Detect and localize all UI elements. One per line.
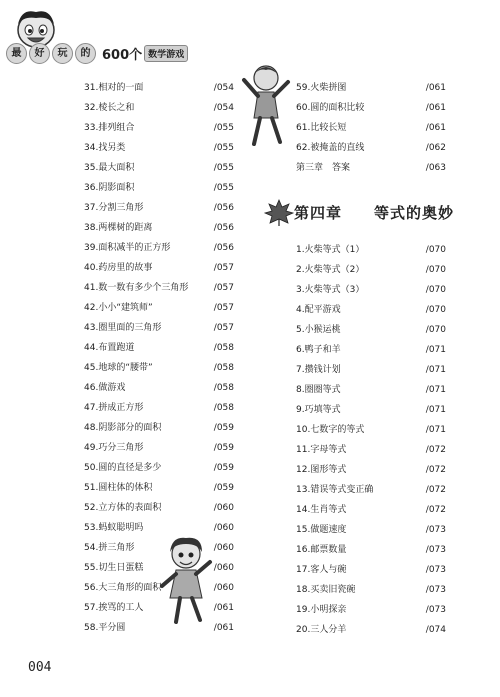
header-badge: 好 — [29, 43, 50, 64]
toc-entry — [84, 398, 234, 418]
toc-entry-page: /070 — [425, 265, 446, 275]
chapter-heading — [264, 196, 474, 232]
toc-entry-page: /055 — [213, 163, 234, 173]
toc-entry-title: 31.相对的一面 — [84, 83, 144, 93]
toc-entry — [84, 298, 234, 318]
toc-entry — [84, 458, 234, 478]
toc-entry-title: 33.排列组合 — [84, 123, 135, 133]
toc-entry-title: 62.被掩盖的直线 — [296, 143, 365, 153]
toc-entry-title: 60.圆的面积比较 — [296, 103, 365, 113]
toc-entry-title: 49.巧分三角形 — [84, 443, 144, 453]
toc-entry-page: /055 — [213, 183, 234, 193]
toc-entry-title: 39.面积减半的正方形 — [84, 243, 171, 253]
toc-right-bottom-column — [296, 240, 446, 640]
toc-entry — [84, 478, 234, 498]
toc-entry-title: 8.圈圈等式 — [296, 385, 341, 395]
toc-entry — [84, 118, 234, 138]
toc-entry — [296, 460, 446, 480]
toc-entry-page: /057 — [213, 283, 234, 293]
toc-entry — [296, 240, 446, 260]
toc-entry — [296, 580, 446, 600]
toc-entry-title: 46.做游戏 — [84, 383, 126, 393]
toc-entry — [296, 620, 446, 640]
toc-entry-title: 3.火柴等式（3） — [296, 285, 365, 295]
toc-entry-page: /062 — [425, 143, 446, 153]
toc-entry-page: /070 — [425, 305, 446, 315]
toc-entry — [296, 78, 446, 98]
toc-entry-page: /073 — [425, 545, 446, 555]
toc-entry-title: 47.拼成正方形 — [84, 403, 144, 413]
toc-entry — [296, 98, 446, 118]
toc-entry-page: /070 — [425, 285, 446, 295]
header-title — [6, 40, 188, 66]
toc-entry-title: 59.火柴拼图 — [296, 83, 347, 93]
toc-entry-title: 42.小小“建筑师” — [84, 303, 153, 313]
toc-entry-page: /071 — [425, 365, 446, 375]
toc-entry — [84, 178, 234, 198]
toc-entry-page: /061 — [213, 623, 234, 633]
toc-entry-page: /058 — [213, 403, 234, 413]
toc-entry-title: 16.邮票数量 — [296, 545, 347, 555]
toc-entry-page: /071 — [425, 345, 446, 355]
toc-entry-page: /059 — [213, 443, 234, 453]
toc-entry — [84, 218, 234, 238]
header-badge: 最 — [6, 43, 27, 64]
toc-entry-page: /072 — [425, 485, 446, 495]
toc-entry — [296, 560, 446, 580]
toc-entry — [84, 358, 234, 378]
toc-entry — [84, 498, 234, 518]
toc-entry-page: /059 — [213, 423, 234, 433]
toc-entry-page: /059 — [213, 463, 234, 473]
toc-entry-title: 35.最大面积 — [84, 163, 135, 173]
toc-entry-page: /055 — [213, 143, 234, 153]
toc-entry-title: 57.挨骂的工人 — [84, 603, 144, 613]
toc-entry-title: 2.火柴等式（2） — [296, 265, 365, 275]
toc-entry — [296, 260, 446, 280]
toc-entry — [296, 280, 446, 300]
toc-entry-title: 50.圆的直径是多少 — [84, 463, 162, 473]
toc-entry-page: /072 — [425, 505, 446, 515]
toc-entry-page: /073 — [425, 585, 446, 595]
toc-entry-page: /058 — [213, 343, 234, 353]
toc-entry-page: /072 — [425, 465, 446, 475]
toc-entry — [84, 338, 234, 358]
toc-entry-page: /074 — [425, 625, 446, 635]
toc-entry-page: /061 — [425, 123, 446, 133]
toc-entry — [296, 480, 446, 500]
toc-entry-title: 32.棱长之和 — [84, 103, 135, 113]
toc-entry-title: 58.平分圆 — [84, 623, 126, 633]
toc-entry-title: 14.生肖等式 — [296, 505, 347, 515]
toc-entry-title: 53.蚂蚁聪明吗 — [84, 523, 144, 533]
toc-entry-page: /073 — [425, 565, 446, 575]
toc-entry — [296, 158, 446, 178]
toc-entry-page: /056 — [213, 243, 234, 253]
toc-entry — [296, 440, 446, 460]
toc-entry-title: 10.七数字的等式 — [296, 425, 365, 435]
toc-entry — [84, 158, 234, 178]
toc-entry — [296, 540, 446, 560]
dancing-girl-icon — [156, 532, 216, 628]
toc-entry-title: 9.巧填等式 — [296, 405, 341, 415]
toc-entry-title: 4.配平游戏 — [296, 305, 341, 315]
toc-entry — [296, 520, 446, 540]
toc-entry-title: 18.买卖旧瓷碗 — [296, 585, 356, 595]
toc-entry-title: 51.圆柱体的体积 — [84, 483, 153, 493]
toc-entry-title: 54.拼三角形 — [84, 543, 135, 553]
toc-entry-title: 36.阴影面积 — [84, 183, 135, 193]
toc-entry-title: 48.阴影部分的面积 — [84, 423, 162, 433]
toc-entry — [296, 600, 446, 620]
toc-entry-title: 19.小明探亲 — [296, 605, 347, 615]
toc-entry — [84, 318, 234, 338]
toc-entry-page: /057 — [213, 303, 234, 313]
toc-entry-page: /054 — [213, 103, 234, 113]
toc-entry-page: /060 — [213, 583, 234, 593]
toc-entry-page: /073 — [425, 525, 446, 535]
toc-entry-page: /054 — [213, 83, 234, 93]
toc-entry — [296, 420, 446, 440]
toc-entry-page: /061 — [425, 83, 446, 93]
toc-entry — [84, 258, 234, 278]
toc-entry-page: /071 — [425, 385, 446, 395]
toc-entry-title: 第三章 答案 — [296, 163, 351, 173]
toc-entry-title: 52.立方体的表面积 — [84, 503, 162, 513]
toc-entry — [296, 118, 446, 138]
header-badge: 的 — [75, 43, 96, 64]
toc-entry — [84, 238, 234, 258]
toc-entry-title: 7.攒钱计划 — [296, 365, 341, 375]
toc-entry-title: 40.药房里的故事 — [84, 263, 153, 273]
toc-entry-title: 34.找另类 — [84, 143, 126, 153]
toc-entry-page: /057 — [213, 323, 234, 333]
header-count: 600个 — [102, 47, 143, 63]
toc-entry-page: /060 — [213, 543, 234, 553]
toc-entry-title: 13.错误等式变正确 — [296, 485, 374, 495]
toc-entry-title: 6.鸭子和羊 — [296, 345, 341, 355]
jumping-kid-icon — [240, 58, 292, 150]
toc-entry — [296, 340, 446, 360]
toc-entry-page: /071 — [425, 405, 446, 415]
toc-entry-title: 37.分割三角形 — [84, 203, 144, 213]
toc-entry-title: 38.两棵树的距离 — [84, 223, 153, 233]
header-tag: 数学游戏 — [144, 45, 188, 62]
toc-entry — [84, 418, 234, 438]
toc-entry — [296, 500, 446, 520]
toc-entry-title: 12.图形等式 — [296, 465, 347, 475]
toc-entry-page: /061 — [425, 103, 446, 113]
maple-leaf-icon — [264, 198, 294, 226]
toc-entry-page: /071 — [425, 425, 446, 435]
toc-entry-page: /060 — [213, 563, 234, 573]
toc-entry-title: 44.布置跑道 — [84, 343, 135, 353]
chapter-label: 第四章 — [294, 204, 343, 222]
toc-entry-title: 17.客人与碗 — [296, 565, 347, 575]
toc-entry-title: 15.做题速度 — [296, 525, 347, 535]
toc-entry-page: /073 — [425, 605, 446, 615]
toc-entry-page: /058 — [213, 363, 234, 373]
toc-entry-title: 11.字母等式 — [296, 445, 347, 455]
toc-entry — [84, 278, 234, 298]
toc-entry-title: 20.三人分羊 — [296, 625, 347, 635]
header-badge: 玩 — [52, 43, 73, 64]
toc-entry-page: /057 — [213, 263, 234, 273]
toc-entry — [296, 320, 446, 340]
toc-entry-title: 55.切生日蛋糕 — [84, 563, 144, 573]
toc-entry — [84, 78, 234, 98]
toc-entry-page: /060 — [213, 503, 234, 513]
toc-entry — [84, 198, 234, 218]
toc-entry-title: 61.比较长短 — [296, 123, 347, 133]
toc-entry-page: /059 — [213, 483, 234, 493]
toc-entry-page: /072 — [425, 445, 446, 455]
toc-entry-title: 1.火柴等式（1） — [296, 245, 365, 255]
toc-entry — [84, 138, 234, 158]
toc-entry-page: /056 — [213, 223, 234, 233]
toc-entry-page: /058 — [213, 383, 234, 393]
toc-entry-page: /060 — [213, 523, 234, 533]
toc-entry-title: 56.大三角形的面积 — [84, 583, 162, 593]
toc-entry — [296, 380, 446, 400]
toc-entry-page: /056 — [213, 203, 234, 213]
toc-entry — [84, 438, 234, 458]
toc-entry — [296, 300, 446, 320]
toc-entry-page: /055 — [213, 123, 234, 133]
toc-entry-title: 45.地球的“腰带” — [84, 363, 153, 373]
chapter-title: 等式的奥妙 — [374, 204, 455, 222]
toc-entry-title: 41.数一数有多少个三角形 — [84, 283, 189, 293]
toc-entry-page: /063 — [425, 163, 446, 173]
toc-entry — [84, 98, 234, 118]
toc-entry — [296, 360, 446, 380]
toc-entry — [296, 400, 446, 420]
toc-entry-page: /070 — [425, 245, 446, 255]
toc-entry-title: 5.小猴运桃 — [296, 325, 341, 335]
toc-right-top-column — [296, 78, 446, 178]
toc-entry — [84, 378, 234, 398]
toc-entry-page: /061 — [213, 603, 234, 613]
toc-entry-page: /070 — [425, 325, 446, 335]
page-number: 004 — [28, 660, 52, 675]
toc-entry — [296, 138, 446, 158]
toc-entry-title: 43.圈里面的三角形 — [84, 323, 162, 333]
